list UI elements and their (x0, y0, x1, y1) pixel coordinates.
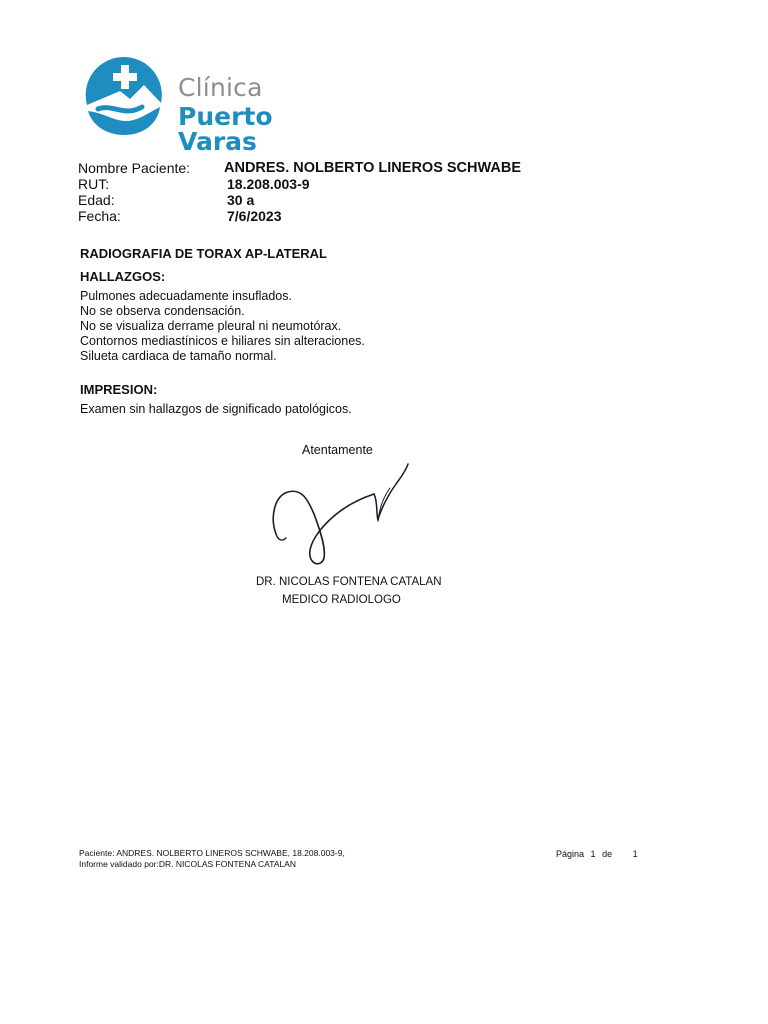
doctor-title: MEDICO RADIOLOGO (282, 594, 401, 606)
clinic-name-line2: Puerto Varas (178, 102, 273, 156)
footer-patient-line: Paciente: ANDRES. NOLBERTO LINEROS SCHWABE, 18.208.003-9, (79, 848, 345, 858)
page-of: de (602, 849, 613, 859)
exam-date-value: 7/6/2023 (227, 208, 282, 224)
patient-rut-label: RUT: (78, 176, 110, 192)
doctor-name: DR. NICOLAS FONTENA CATALAN (256, 576, 442, 588)
clinic-name-line1: Clínica (178, 73, 263, 102)
closing-text: Atentamente (302, 443, 373, 457)
patient-name-row (78, 160, 521, 176)
patient-rut-row (78, 176, 521, 192)
exam-date-label: Fecha: (78, 208, 121, 224)
clinic-emblem-icon (84, 55, 164, 137)
findings-heading: HALLAZGOS: (80, 269, 166, 284)
finding-item: Silueta cardiaca de tamaño normal. (80, 349, 277, 363)
finding-item: Contornos mediastínicos e hiliares sin alteraciones. (80, 334, 365, 348)
clinic-name (178, 75, 354, 154)
finding-item: No se observa condensación. (80, 304, 245, 318)
patient-age-label: Edad: (78, 192, 115, 208)
patient-name-label: Nombre Paciente: (78, 160, 191, 176)
patient-rut-value: 18.208.003-9 (227, 176, 310, 192)
findings-list (80, 289, 365, 364)
patient-info (78, 160, 521, 224)
impression-heading: IMPRESION: (80, 382, 158, 397)
patient-name-value: ANDRES. NOLBERTO LINEROS SCHWABE (224, 160, 522, 176)
footer-info (79, 848, 345, 870)
page-label: Página (556, 849, 585, 859)
clinic-logo (84, 55, 354, 156)
finding-item: Pulmones adecuadamente insuflados. (80, 289, 292, 303)
exam-title: RADIOGRAFIA DE TORAX AP-LATERAL (80, 246, 327, 261)
impression-text: Examen sin hallazgos de significado patológicos. (80, 402, 352, 416)
patient-age-row (78, 192, 521, 208)
exam-date-row (78, 208, 521, 224)
page-total: 1 (632, 849, 638, 859)
patient-age-value: 30 a (227, 192, 255, 208)
page-number (556, 849, 638, 859)
footer-validated-line: Informe validado por:DR. NICOLAS FONTENA CATALAN (79, 859, 296, 869)
signature-image (262, 458, 422, 573)
finding-item: No se visualiza derrame pleural ni neumotórax. (80, 319, 342, 333)
page-current: 1 (590, 849, 596, 859)
